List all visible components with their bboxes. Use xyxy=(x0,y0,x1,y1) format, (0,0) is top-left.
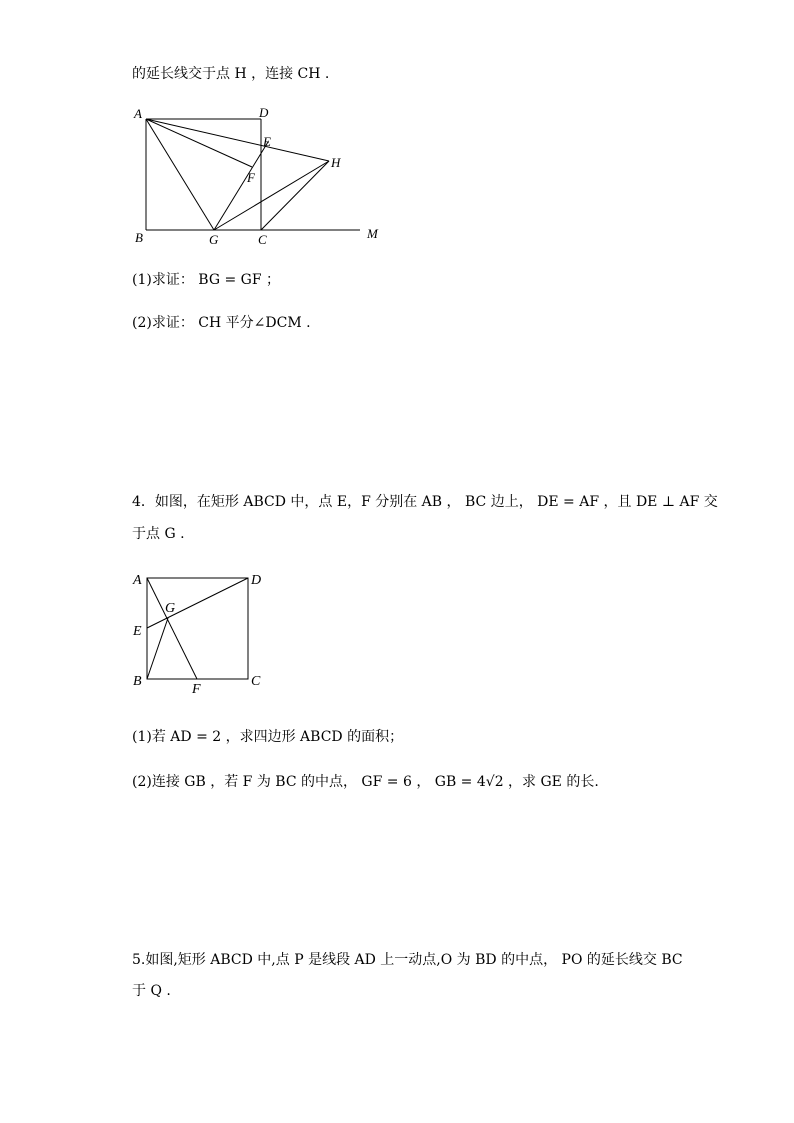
p4-label-C: C xyxy=(251,674,261,689)
p3-question-1: (1)求证： BG = GF ； xyxy=(132,272,280,288)
p3-label-A: A xyxy=(134,106,142,121)
p3-label-E: E xyxy=(263,134,271,149)
p3-label-C: C xyxy=(258,232,267,247)
p4-label-A: A xyxy=(133,573,142,588)
p4-label-D: D xyxy=(251,573,262,588)
p4-label-G: G xyxy=(165,601,176,616)
p3-label-F: F xyxy=(247,170,255,185)
p3-label-H: H xyxy=(331,155,341,170)
p4-question-1: (1)若 AD = 2 ，求四边形 ABCD 的面积； xyxy=(132,729,404,745)
p4-stem-line2: 于点 G . xyxy=(132,526,185,542)
p3-figure xyxy=(128,100,388,250)
p5-stem-line2: 于 Q . xyxy=(132,983,171,999)
p3-intro: 的延长线交于点 H ，连接 CH . xyxy=(132,66,330,82)
p4-figure xyxy=(128,566,278,698)
p4-label-E: E xyxy=(133,624,142,639)
p3-label-G: G xyxy=(209,232,219,247)
p4-stem-line1: 4．如图，在矩形 ABCD 中，点 E，F 分别在 AB ， BC 边上， DE = AF ，且 DE ⊥ AF 交 xyxy=(132,494,718,510)
p4-question-2: (2)连接 GB ，若 F 为 BC 的中点， GF = 6 ， GB = 4√2 ，求 GE 的长. xyxy=(132,774,599,790)
p3-label-D: D xyxy=(259,105,269,120)
p4-label-B: B xyxy=(133,674,142,689)
p3-label-B: B xyxy=(135,230,143,245)
p3-label-M: M xyxy=(367,226,378,241)
p5-stem-line1: 5.如图,矩形 ABCD 中,点 P 是线段 AD 上一动点,O 为 BD 的中点， PO 的延长线交 BC xyxy=(132,952,683,968)
p3-question-2: (2)求证： CH 平分∠DCM . xyxy=(132,315,311,331)
p4-label-F: F xyxy=(192,682,201,697)
